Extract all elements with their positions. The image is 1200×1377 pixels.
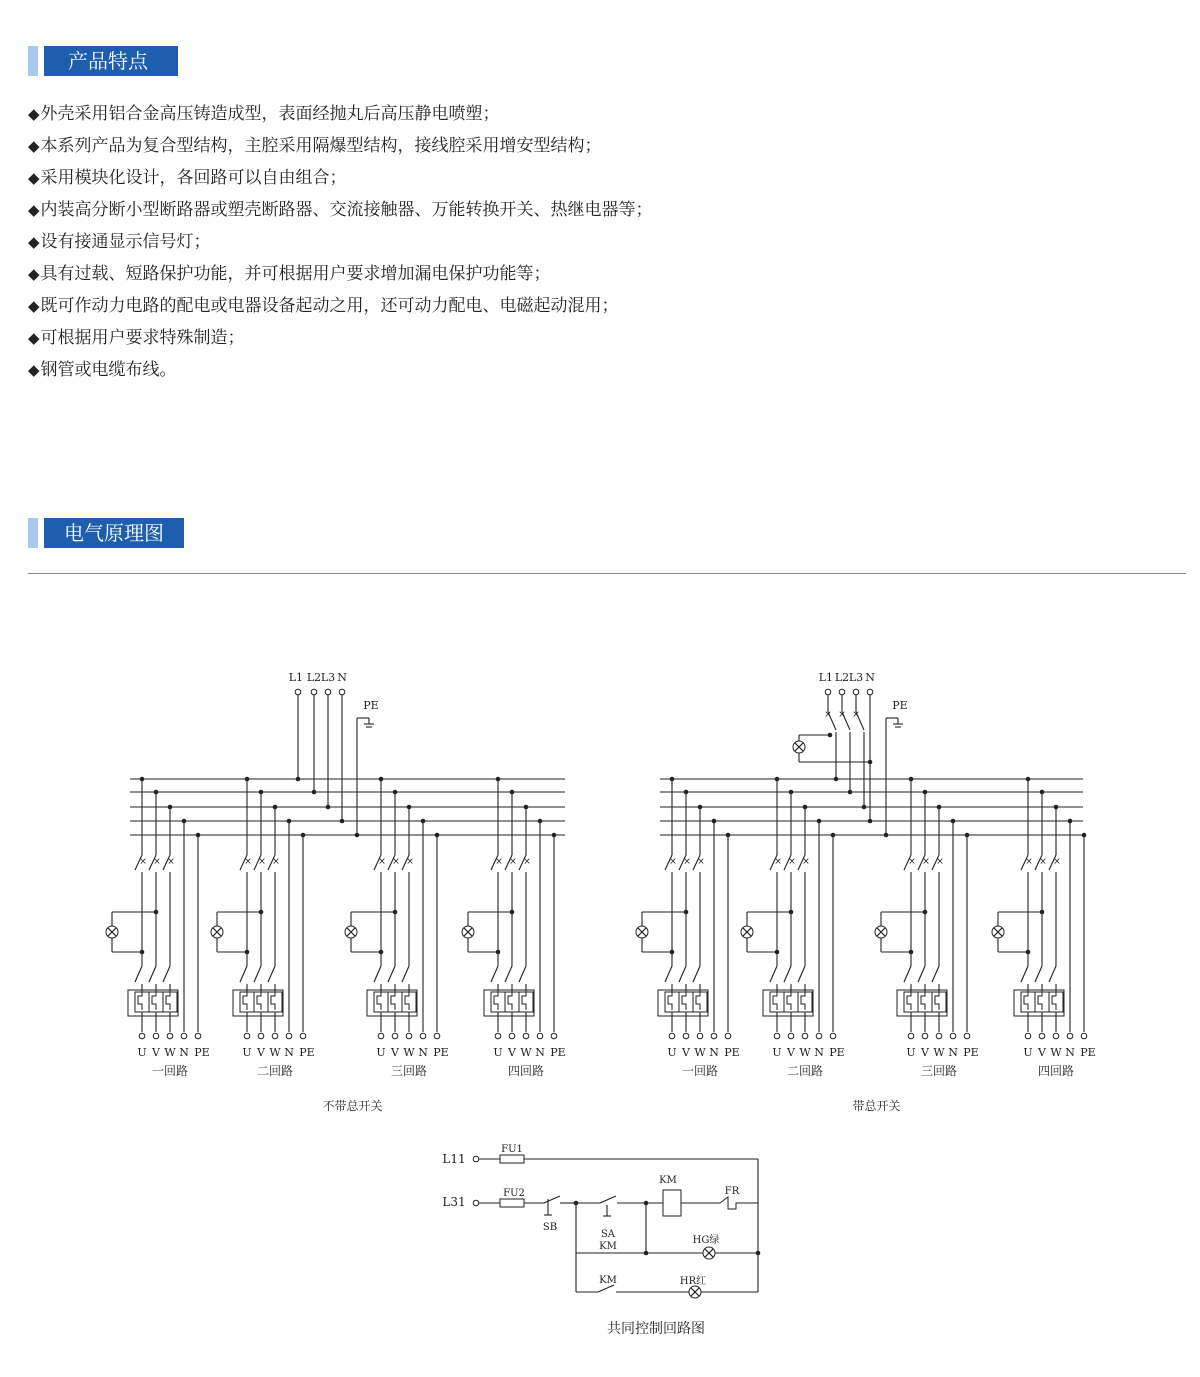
junction-dot <box>862 805 867 810</box>
contactor-contact <box>1049 966 1056 982</box>
label: L3 <box>848 671 864 684</box>
label: 一回路 <box>681 1064 719 1078</box>
junction-dot <box>670 950 675 955</box>
terminal <box>473 1200 479 1206</box>
label: U <box>376 1046 386 1059</box>
contactor-contact <box>388 966 395 982</box>
junction-dot <box>510 790 515 795</box>
junction-dot <box>909 950 914 955</box>
label: V <box>391 1046 399 1059</box>
terminal <box>853 689 859 695</box>
junction-dot <box>393 910 398 915</box>
terminal <box>473 1156 479 1162</box>
junction-dot <box>1026 950 1031 955</box>
junction-dot <box>340 819 345 824</box>
junction-dot <box>937 805 942 810</box>
terminal <box>311 689 317 695</box>
label: N <box>179 1046 189 1059</box>
label: L31 <box>442 1195 466 1209</box>
label: N <box>865 671 875 684</box>
contactor-contact <box>784 966 791 982</box>
junction-dot <box>817 819 822 824</box>
label: HR红 <box>679 1276 707 1287</box>
terminal <box>325 689 331 695</box>
terminal <box>420 1033 426 1039</box>
label: V <box>921 1046 929 1059</box>
label: × <box>1053 857 1061 867</box>
contactor-contact <box>254 966 261 982</box>
label: PE <box>892 699 908 712</box>
feature-text: 具有过载、短路保护功能，并可根据用户要求增加漏电保护功能等； <box>40 264 551 284</box>
label: U <box>493 1046 503 1059</box>
stop-button-contact <box>544 1196 560 1203</box>
terminal <box>669 1033 675 1039</box>
junction-dot <box>834 777 839 782</box>
junction-dot <box>756 1251 761 1256</box>
contactor-contact <box>149 966 156 982</box>
label: 四回路 <box>507 1064 545 1078</box>
terminal <box>551 1033 557 1039</box>
terminal <box>774 1033 780 1039</box>
terminal <box>697 1033 703 1039</box>
label: KM <box>599 1241 617 1252</box>
label: × <box>802 857 810 867</box>
label: U <box>667 1046 677 1059</box>
junction-dot <box>1068 819 1073 824</box>
junction-dot <box>196 833 201 838</box>
label: L11 <box>442 1152 466 1166</box>
label: × <box>1025 857 1033 867</box>
junction-dot <box>154 790 159 795</box>
terminal <box>153 1033 159 1039</box>
junction-dot <box>951 819 956 824</box>
junction-dot <box>831 833 836 838</box>
label: × <box>697 857 705 867</box>
terminal <box>509 1033 515 1039</box>
junction-dot <box>407 805 412 810</box>
junction-dot <box>868 819 873 824</box>
terminal <box>300 1033 306 1039</box>
contactor-aux-contact <box>598 1285 614 1292</box>
feature-text: 本系列产品为复合型结构，主腔采用隔爆型结构，接线腔采用增安型结构； <box>40 136 602 156</box>
label: 共同控制回路图 <box>607 1321 705 1337</box>
label: W <box>1050 1046 1062 1059</box>
terminal <box>295 689 301 695</box>
contactor-contact <box>798 966 805 982</box>
label: W <box>694 1046 706 1059</box>
label: KM <box>599 1275 617 1286</box>
label: × <box>1039 857 1047 867</box>
label: 三回路 <box>920 1064 958 1078</box>
diamond-bullet-icon: ◆ <box>28 361 40 379</box>
contactor-contact <box>1021 966 1028 982</box>
terminal <box>922 1033 928 1039</box>
junction-dot <box>355 833 360 838</box>
label: N <box>535 1046 545 1059</box>
label: PE <box>963 1046 979 1059</box>
junction-dot <box>684 910 689 915</box>
diamond-bullet-icon: ◆ <box>28 265 40 283</box>
label: KM <box>659 1175 677 1186</box>
label: V <box>152 1046 160 1059</box>
terminal <box>839 689 845 695</box>
diamond-bullet-icon: ◆ <box>28 169 40 187</box>
junction-dot <box>670 777 675 782</box>
label: × <box>852 710 860 720</box>
label: × <box>523 857 531 867</box>
label: 二回路 <box>256 1064 294 1078</box>
terminal <box>286 1033 292 1039</box>
junction-dot <box>684 790 689 795</box>
terminal <box>1067 1033 1073 1039</box>
label: U <box>772 1046 782 1059</box>
junction-dot <box>524 805 529 810</box>
junction-dot <box>379 777 384 782</box>
junction-dot <box>1054 805 1059 810</box>
selector-switch-contact <box>600 1196 616 1203</box>
terminal <box>816 1033 822 1039</box>
label: × <box>788 857 796 867</box>
junction-dot <box>421 819 426 824</box>
label: × <box>153 857 161 867</box>
contactor-contact <box>770 966 777 982</box>
indicator-lamp-icon <box>345 926 357 938</box>
terminal <box>1025 1033 1031 1039</box>
contactor-contact <box>240 966 247 982</box>
fuse-icon <box>500 1199 524 1207</box>
label: × <box>392 857 400 867</box>
indicator-lamp-icon <box>211 926 223 938</box>
indicator-lamp-icon <box>106 926 118 938</box>
label: N <box>814 1046 824 1059</box>
feature-text: 外壳采用铝合金高压铸造成型，表面经抛丸后高压静电喷塑； <box>40 104 500 124</box>
terminal <box>1039 1033 1045 1039</box>
contactor-coil-icon <box>663 1190 681 1216</box>
label: × <box>824 710 832 720</box>
diamond-bullet-icon: ◆ <box>28 105 40 123</box>
junction-dot <box>698 805 703 810</box>
label: W <box>520 1046 532 1059</box>
label: U <box>1023 1046 1033 1059</box>
label: × <box>272 857 280 867</box>
label: W <box>933 1046 945 1059</box>
label: 带总开关 <box>852 1099 901 1113</box>
diamond-bullet-icon: ◆ <box>28 329 40 347</box>
junction-dot <box>301 833 306 838</box>
contactor-contact <box>679 966 686 982</box>
terminal <box>139 1033 145 1039</box>
indicator-lamp-icon <box>992 926 1004 938</box>
label: 三回路 <box>390 1064 428 1078</box>
diamond-bullet-icon: ◆ <box>28 297 40 315</box>
terminal <box>272 1033 278 1039</box>
label: W <box>269 1046 281 1059</box>
terminal <box>434 1033 440 1039</box>
terminal <box>181 1033 187 1039</box>
label: N <box>709 1046 719 1059</box>
junction-dot <box>496 950 501 955</box>
terminal <box>725 1033 731 1039</box>
label: W <box>799 1046 811 1059</box>
junction-dot <box>789 910 794 915</box>
junction-dot <box>140 950 145 955</box>
junction-dot <box>726 833 731 838</box>
terminal <box>195 1033 201 1039</box>
label: × <box>922 857 930 867</box>
junction-dot <box>259 790 264 795</box>
junction-dot <box>435 833 440 838</box>
label: × <box>838 710 846 720</box>
label: 一回路 <box>151 1064 189 1078</box>
junction-dot <box>1026 777 1031 782</box>
section-title-diagram: 电气原理图 <box>44 518 184 548</box>
junction-dot <box>273 805 278 810</box>
label: × <box>378 857 386 867</box>
label: V <box>257 1046 265 1059</box>
label: L1 <box>288 671 303 684</box>
label: W <box>164 1046 176 1059</box>
label: × <box>167 857 175 867</box>
label: V <box>508 1046 516 1059</box>
junction-dot <box>923 790 928 795</box>
junction-dot <box>775 950 780 955</box>
junction-dot <box>1082 833 1087 838</box>
label: PE <box>1080 1046 1096 1059</box>
contactor-contact <box>665 966 672 982</box>
schematic-with-main-switch <box>636 671 1096 1113</box>
junction-dot <box>909 777 914 782</box>
contactor-contact <box>1035 966 1042 982</box>
label: V <box>787 1046 795 1059</box>
label: N <box>284 1046 294 1059</box>
junction-dot <box>552 833 557 838</box>
junction-dot <box>775 777 780 782</box>
junction-dot <box>296 777 301 782</box>
junction-dot <box>789 790 794 795</box>
junction-dot <box>168 805 173 810</box>
label: N <box>337 671 347 684</box>
terminal <box>537 1033 543 1039</box>
contactor-contact <box>491 966 498 982</box>
junction-dot <box>245 777 250 782</box>
label: × <box>669 857 677 867</box>
label: L2 <box>306 671 322 684</box>
indicator-lamp-icon <box>636 926 648 938</box>
label: N <box>948 1046 958 1059</box>
terminal <box>523 1033 529 1039</box>
diamond-bullet-icon: ◆ <box>28 201 40 219</box>
label: × <box>406 857 414 867</box>
contactor-contact <box>163 966 170 982</box>
contactor-contact <box>932 966 939 982</box>
label: V <box>682 1046 690 1059</box>
schematic-without-main-switch <box>106 671 566 1113</box>
label: PE <box>299 1046 315 1059</box>
common-control-circuit <box>442 1144 760 1337</box>
label: × <box>495 857 503 867</box>
label: FR <box>724 1186 740 1197</box>
terminal <box>867 689 873 695</box>
terminal <box>378 1033 384 1039</box>
terminal <box>908 1033 914 1039</box>
terminal <box>167 1033 173 1039</box>
label: U <box>906 1046 916 1059</box>
junction-dot <box>182 819 187 824</box>
label: × <box>509 857 517 867</box>
junction-dot <box>326 805 331 810</box>
fuse-icon <box>500 1155 524 1163</box>
label: U <box>242 1046 252 1059</box>
junction-dot <box>848 790 853 795</box>
diamond-bullet-icon: ◆ <box>28 137 40 155</box>
feature-text: 钢管或电缆布线。 <box>40 360 177 380</box>
terminal <box>258 1033 264 1039</box>
junction-dot <box>379 950 384 955</box>
label: × <box>908 857 916 867</box>
junction-dot <box>538 819 543 824</box>
label: V <box>1038 1046 1046 1059</box>
label: 二回路 <box>786 1064 824 1078</box>
contactor-contact <box>904 966 911 982</box>
thermal-overload-contact <box>720 1197 758 1209</box>
junction-dot <box>496 777 501 782</box>
terminal <box>825 689 831 695</box>
terminal <box>1081 1033 1087 1039</box>
junction-dot <box>1040 790 1045 795</box>
junction-dot <box>828 733 833 738</box>
feature-text: 设有接通显示信号灯； <box>40 232 211 252</box>
label: × <box>936 857 944 867</box>
label: L3 <box>320 671 336 684</box>
junction-dot <box>154 910 159 915</box>
junction-dot <box>803 805 808 810</box>
label: N <box>1065 1046 1075 1059</box>
terminal <box>936 1033 942 1039</box>
label: PE <box>550 1046 566 1059</box>
junction-dot <box>245 950 250 955</box>
feature-text: 既可作动力电路的配电或电器设备起动之用，还可动力配电、电磁起动混用； <box>40 296 619 316</box>
contactor-contact <box>918 966 925 982</box>
label: PE <box>433 1046 449 1059</box>
label: × <box>774 857 782 867</box>
label: PE <box>724 1046 740 1059</box>
junction-dot <box>965 833 970 838</box>
contactor-contact <box>519 966 526 982</box>
label: L2 <box>834 671 850 684</box>
contactor-contact <box>402 966 409 982</box>
label: 不带总开关 <box>322 1099 383 1113</box>
junction-dot <box>259 910 264 915</box>
contactor-contact <box>374 966 381 982</box>
label: SB <box>542 1222 558 1233</box>
junction-dot <box>312 790 317 795</box>
terminal <box>495 1033 501 1039</box>
label: × <box>139 857 147 867</box>
terminal <box>339 689 345 695</box>
indicator-lamp-icon <box>703 1247 715 1259</box>
label: U <box>137 1046 147 1059</box>
junction-dot <box>712 819 717 824</box>
terminal <box>683 1033 689 1039</box>
feature-text: 采用模块化设计，各回路可以自由组合； <box>40 168 347 188</box>
indicator-lamp-icon <box>875 926 887 938</box>
junction-dot <box>140 777 145 782</box>
junction-dot <box>510 910 515 915</box>
contactor-contact <box>268 966 275 982</box>
label: FU1 <box>501 1144 523 1155</box>
terminal <box>964 1033 970 1039</box>
diamond-bullet-icon: ◆ <box>28 233 40 251</box>
terminal <box>406 1033 412 1039</box>
terminal <box>244 1033 250 1039</box>
terminal <box>392 1033 398 1039</box>
label: PE <box>363 699 379 712</box>
contactor-contact <box>693 966 700 982</box>
label: × <box>244 857 252 867</box>
label: 四回路 <box>1037 1064 1075 1078</box>
label: L1 <box>818 671 833 684</box>
terminal <box>1053 1033 1059 1039</box>
indicator-lamp-icon <box>741 926 753 938</box>
indicator-lamp-icon <box>689 1286 701 1298</box>
indicator-lamp-icon <box>462 926 474 938</box>
terminal <box>788 1033 794 1039</box>
junction-dot <box>884 833 889 838</box>
contactor-contact <box>505 966 512 982</box>
label: × <box>258 857 266 867</box>
label: SA <box>600 1229 616 1240</box>
junction-dot <box>393 790 398 795</box>
contactor-contact <box>135 966 142 982</box>
label: HG绿 <box>692 1235 720 1246</box>
label: PE <box>829 1046 845 1059</box>
terminal <box>802 1033 808 1039</box>
terminal <box>830 1033 836 1039</box>
label: PE <box>194 1046 210 1059</box>
label: FU2 <box>503 1188 525 1199</box>
terminal <box>711 1033 717 1039</box>
label: × <box>683 857 691 867</box>
label: W <box>403 1046 415 1059</box>
section-title-features: 产品特点 <box>44 46 178 76</box>
feature-text: 内装高分断小型断路器或塑壳断路器、交流接触器、万能转换开关、热继电器等； <box>40 200 653 220</box>
feature-text: 可根据用户要求特殊制造； <box>40 328 245 348</box>
junction-dot <box>923 910 928 915</box>
terminal <box>950 1033 956 1039</box>
label: N <box>418 1046 428 1059</box>
indicator-lamp-icon <box>793 741 805 753</box>
junction-dot <box>287 819 292 824</box>
junction-dot <box>1040 910 1045 915</box>
junction-dot <box>868 760 873 765</box>
